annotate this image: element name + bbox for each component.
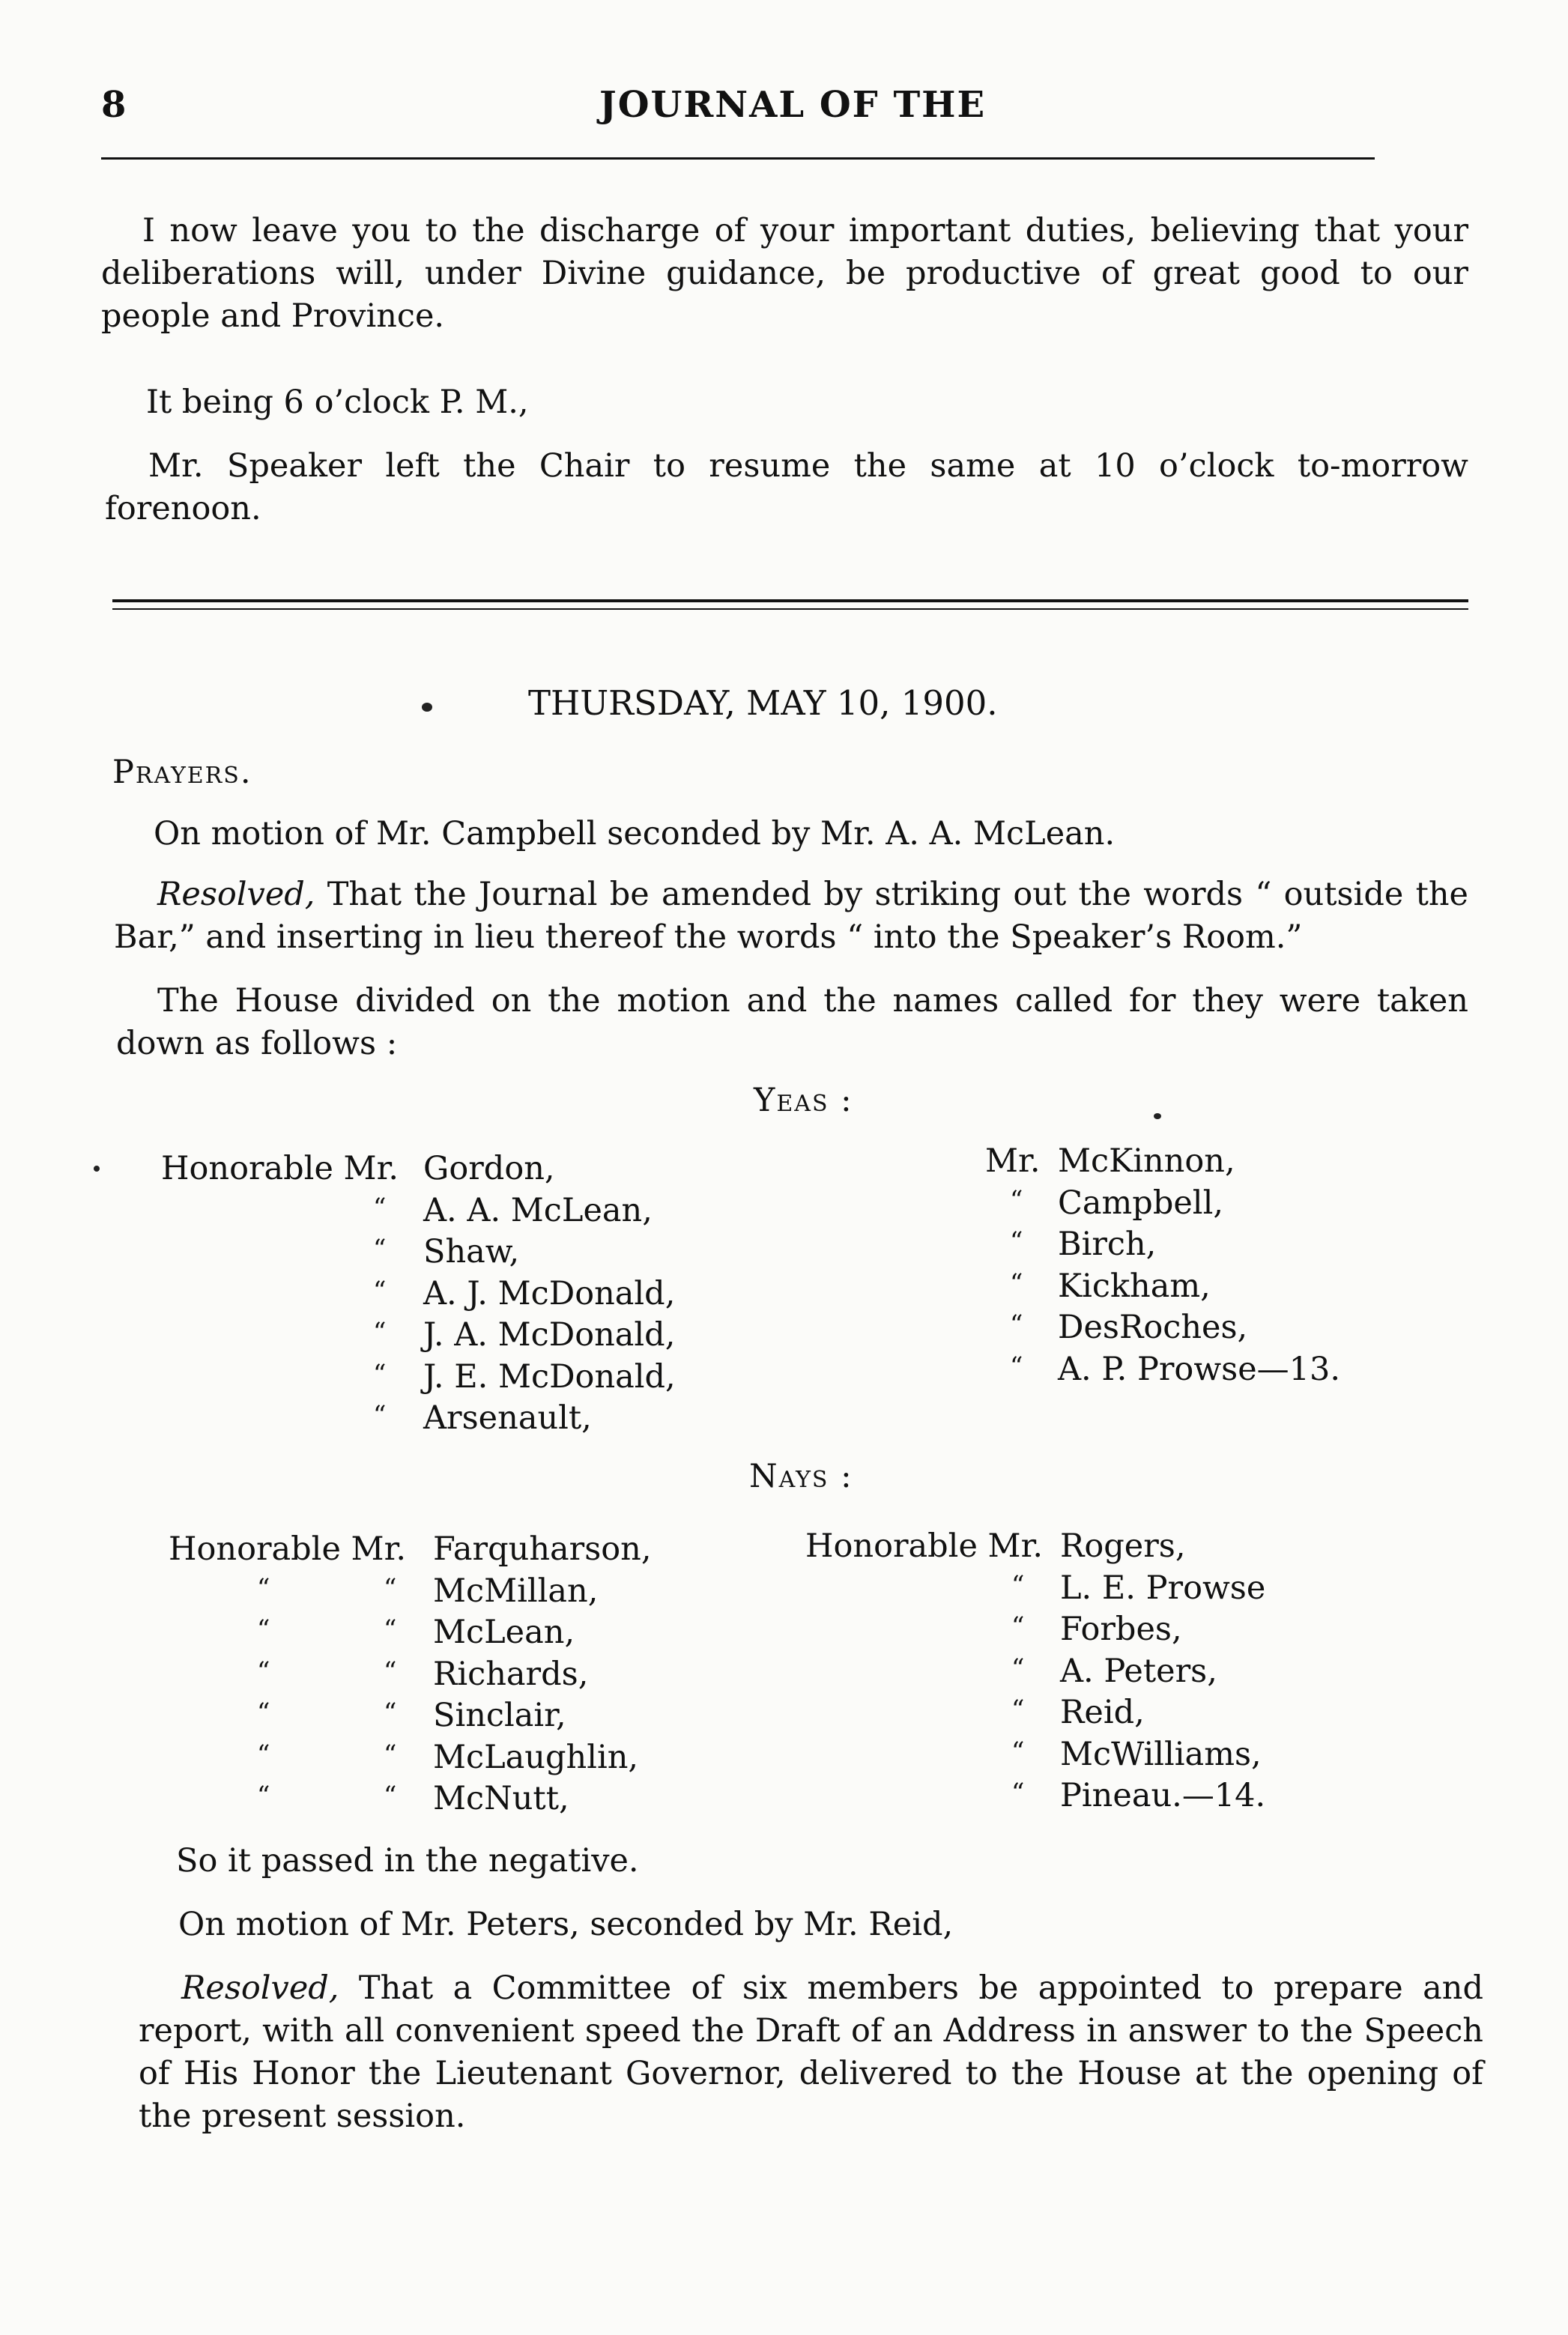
header-rule xyxy=(101,157,1375,160)
ditto-mark: “ xyxy=(384,1656,397,1686)
page-number: 8 xyxy=(101,84,128,126)
ditto-mark: “ xyxy=(373,1317,387,1347)
motion-2: On motion of Mr. Peters, seconded by Mr. Reid, xyxy=(178,1906,954,1943)
member-name: McNutt, xyxy=(433,1780,569,1817)
member-name: Shaw, xyxy=(423,1233,520,1271)
ditto-mark: “ xyxy=(373,1192,387,1223)
member-name: A. J. McDonald, xyxy=(423,1274,676,1312)
ditto-mark: “ xyxy=(257,1614,270,1644)
ditto-mark: “ xyxy=(257,1698,270,1727)
time-line: It being 6 o’clock P. M., xyxy=(146,384,529,421)
member-name: J. A. McDonald, xyxy=(423,1316,676,1354)
adjourn-paragraph: Mr. Speaker left the Chair to resume the same at 10 o’clock to-morrow forenoon. xyxy=(105,447,1468,527)
member-name: Sinclair, xyxy=(433,1697,566,1734)
ditto-mark: “ xyxy=(384,1572,397,1603)
ditto-mark: “ xyxy=(373,1234,387,1264)
prayers-heading: Prayers. xyxy=(112,754,252,791)
journal-title: JOURNAL OF THE xyxy=(599,84,987,126)
ditto-mark: “ xyxy=(257,1781,270,1811)
member-name: McLaughlin, xyxy=(433,1738,639,1776)
section-rule-top xyxy=(112,599,1468,602)
ditto-mark: “ xyxy=(1011,1778,1025,1808)
ditto-mark: “ xyxy=(373,1275,387,1306)
ditto-mark: “ xyxy=(1010,1309,1023,1339)
ditto-mark: “ xyxy=(384,1614,397,1644)
ditto-mark: “ xyxy=(373,1358,387,1389)
ditto-mark: “ xyxy=(384,1739,397,1769)
member-name: Birch, xyxy=(1058,1226,1157,1263)
ditto-mark: “ xyxy=(1010,1184,1023,1215)
ditto-mark: “ xyxy=(1011,1569,1025,1600)
ditto-mark: “ xyxy=(257,1572,270,1603)
resolved-2-label: Resolved, xyxy=(181,1969,339,2007)
ditto-mark: “ xyxy=(384,1698,397,1727)
member-name: L. E. Prowse xyxy=(1060,1569,1266,1607)
yeas-right-prefix: Mr. xyxy=(985,1142,1041,1180)
nays-right-prefix: Honorable Mr. xyxy=(805,1527,1044,1565)
member-name: McKinnon, xyxy=(1058,1142,1235,1180)
ditto-mark: “ xyxy=(1010,1268,1023,1298)
member-name: Gordon, xyxy=(423,1150,555,1187)
member-name: J. E. McDonald, xyxy=(423,1357,676,1396)
scan-speck xyxy=(1154,1113,1161,1119)
scan-speck xyxy=(94,1166,100,1172)
nays-heading: Nays : xyxy=(749,1458,853,1495)
ditto-mark: “ xyxy=(1010,1351,1023,1381)
section-rule-bottom xyxy=(112,608,1468,610)
member-name: Kickham, xyxy=(1058,1267,1211,1305)
motion-1: On motion of Mr. Campbell seconded by Mr. A. A. McLean. xyxy=(154,815,1116,852)
member-name: DesRoches, xyxy=(1058,1309,1248,1346)
ditto-mark: “ xyxy=(384,1781,397,1811)
member-name: Pineau.—14. xyxy=(1060,1777,1266,1814)
ditto-mark: “ xyxy=(373,1400,387,1430)
ditto-mark: “ xyxy=(1011,1611,1025,1641)
division-paragraph: The House divided on the motion and the names called for they were taken down as follows : xyxy=(116,982,1468,1062)
member-name: A. A. McLean, xyxy=(423,1191,653,1229)
ditto-mark: “ xyxy=(1011,1653,1025,1683)
member-name: Reid, xyxy=(1060,1694,1145,1731)
date-heading: THURSDAY, MAY 10, 1900. xyxy=(528,683,998,723)
resolved-2-text: That a Committee of six members be appointed to prepare and report, with all convenient speed the Draft of an Address in answer to the Speech of His Honor the Lieutenant Governor, delivered to the House at the opening of the present session. xyxy=(139,1969,1483,2135)
nays-left-prefix: Honorable Mr. xyxy=(169,1530,407,1568)
yeas-heading: Yeas : xyxy=(754,1082,853,1119)
member-name: McWilliams, xyxy=(1060,1735,1262,1773)
ditto-mark: “ xyxy=(257,1739,270,1769)
member-name: A. P. Prowse—13. xyxy=(1058,1350,1341,1388)
member-name: Farquharson, xyxy=(433,1530,652,1568)
member-name: Arsenault, xyxy=(423,1399,592,1437)
resolved-1-label: Resolved, xyxy=(157,876,315,913)
member-name: Forbes, xyxy=(1060,1611,1182,1648)
resolved-2 xyxy=(139,1967,1483,2138)
scan-speck xyxy=(422,703,432,712)
resolved-1 xyxy=(114,873,1468,959)
member-name: McLean, xyxy=(433,1614,575,1651)
ditto-mark: “ xyxy=(1011,1695,1025,1724)
ditto-mark: “ xyxy=(1010,1226,1023,1256)
yeas-left-prefix: Honorable Mr. xyxy=(161,1150,399,1187)
member-name: McMillan, xyxy=(433,1572,599,1610)
ditto-mark: “ xyxy=(257,1656,270,1686)
member-name: Richards, xyxy=(433,1655,589,1693)
member-name: Campbell, xyxy=(1058,1184,1223,1222)
ditto-mark: “ xyxy=(1011,1736,1025,1766)
resolved-1-text: That the Journal be amended by striking out the words “ outside the Bar,” and inserting in lieu thereof the words “ into the Speaker’s Room.” xyxy=(114,876,1468,956)
member-name: Rogers, xyxy=(1060,1527,1186,1565)
closing-paragraph: I now leave you to the discharge of your important duties, believing that your deliberations will, under Divine guidance, be productive of great good to our people and Province. xyxy=(101,212,1468,335)
negative-line: So it passed in the negative. xyxy=(176,1842,639,1880)
member-name: A. Peters, xyxy=(1060,1652,1217,1690)
